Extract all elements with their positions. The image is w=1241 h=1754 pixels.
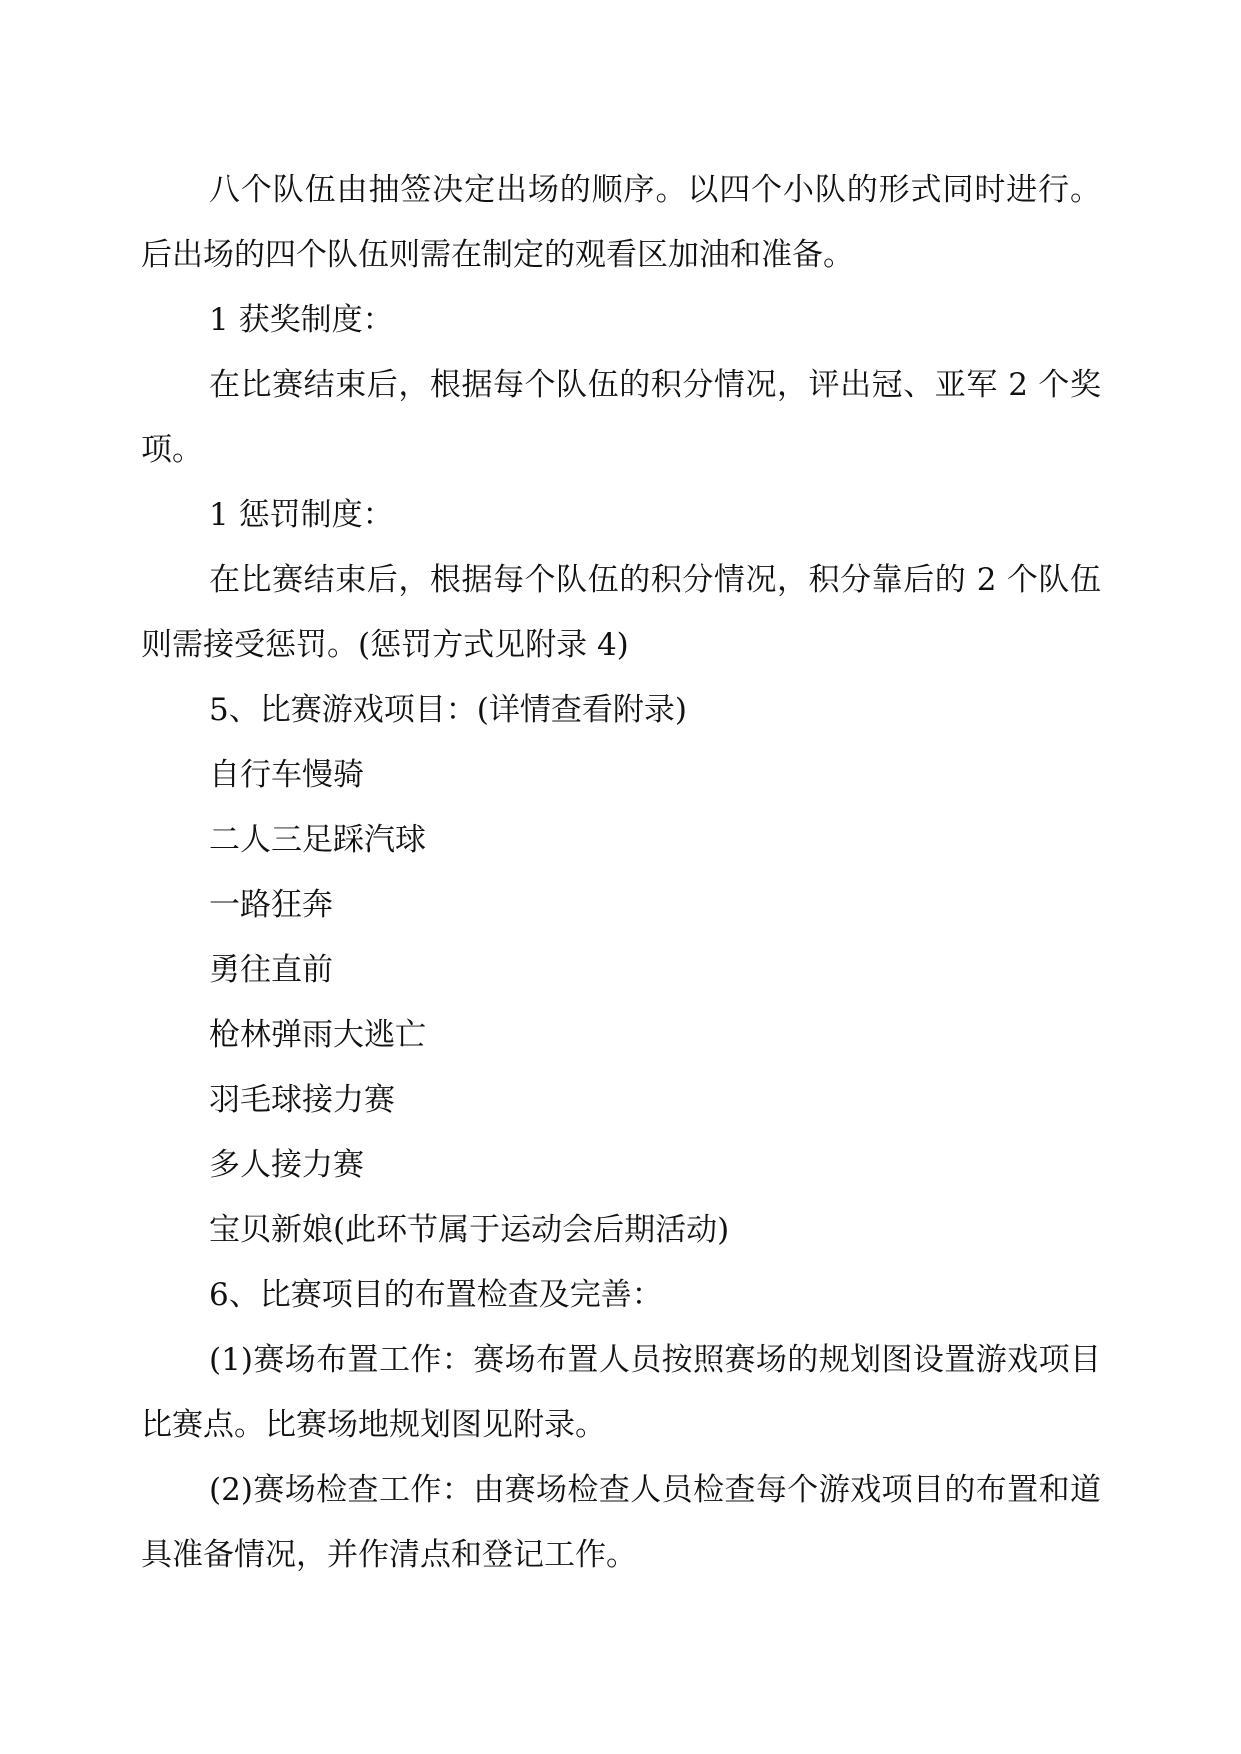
document-body [141,158,1101,1588]
heading-award-system: 1 获奖制度： [209,302,394,338]
paragraph-draw-order: 八个队伍由抽签决定出场的顺序。以四个小队的形式同时进行。后出场的四个队伍则需在制定的观看区加油和准备。 [141,172,1101,273]
list-item-game: 枪林弹雨大逃亡 [209,1017,426,1053]
paragraph-penalty-rule: 在比赛结束后，根据每个队伍的积分情况，积分靠后的 2 个队伍则需接受惩罚。(惩罚方式见附录 4) [141,562,1101,663]
paragraph-venue-setup: (1)赛场布置工作：赛场布置人员按照赛场的规划图设置游戏项目比赛点。比赛场地规划图见附录。 [141,1342,1101,1443]
paragraph-venue-check: (2)赛场检查工作：由赛场检查人员检查每个游戏项目的布置和道具准备情况，并作清点和登记工作。 [141,1472,1101,1573]
list-item-game: 一路狂奔 [209,887,333,923]
list-item-game: 宝贝新娘(此环节属于运动会后期活动) [209,1212,730,1248]
heading-penalty-system: 1 惩罚制度： [209,497,394,533]
list-item-game: 勇往直前 [209,952,333,988]
list-item-game: 多人接力赛 [209,1147,364,1183]
list-item-game: 自行车慢骑 [209,757,364,793]
list-item-game: 羽毛球接力赛 [209,1082,395,1118]
paragraph-award-rule: 在比赛结束后，根据每个队伍的积分情况，评出冠、亚军 2 个奖项。 [141,367,1101,468]
list-item-game: 二人三足踩汽球 [209,822,426,858]
heading-section-6: 6、比赛项目的布置检查及完善： [209,1277,663,1313]
heading-game-items: 5、比赛游戏项目：(详情查看附录) [209,692,687,728]
